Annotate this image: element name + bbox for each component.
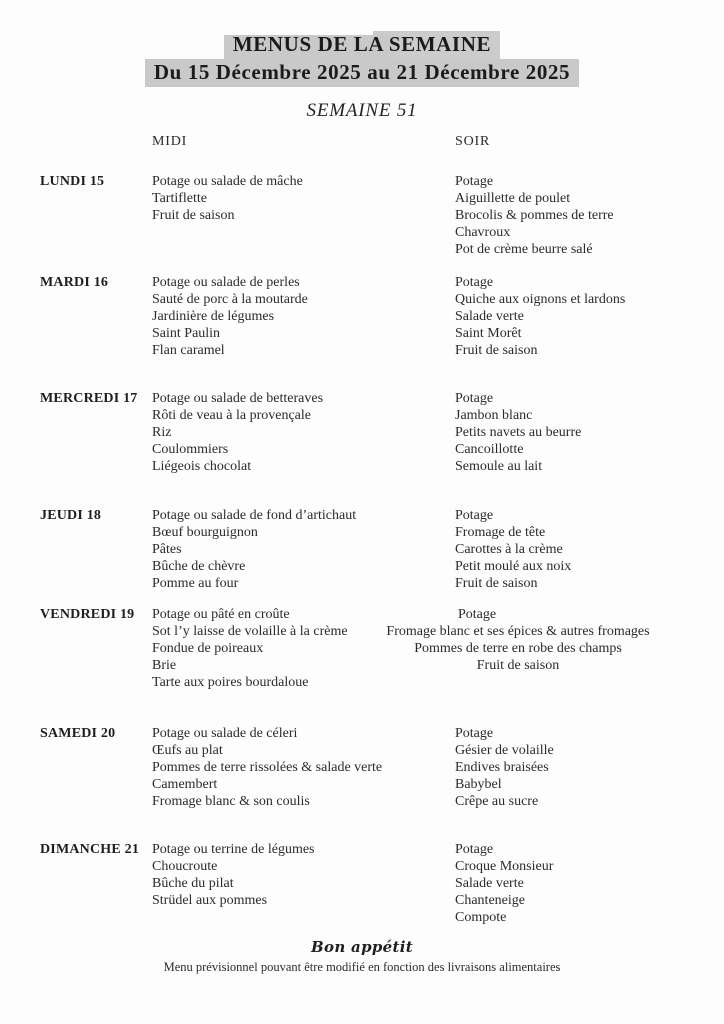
day-row-lundi — [0, 173, 724, 258]
menu-item: Riz — [152, 425, 172, 440]
menu-item: Chavroux — [455, 225, 511, 240]
title-block — [0, 0, 724, 87]
menu-item: Potage — [458, 607, 497, 622]
menu-item: Potage ou salade de fond d’artichaut — [152, 508, 357, 523]
menu-item: Pomme au four — [152, 576, 239, 591]
menu-item: Œufs au plat — [152, 743, 223, 758]
menu-item: Sauté de porc à la moutarde — [152, 292, 308, 307]
menu-item: Salade verte — [455, 309, 524, 324]
menu-item: Fruit de saison — [455, 576, 538, 591]
menu-item: Pommes de terre en robe des champs — [414, 641, 622, 656]
menu-item: Potage — [455, 508, 494, 523]
menu-item: Aiguillette de poulet — [455, 191, 571, 206]
soir-menu — [455, 274, 724, 359]
menu-item: Potage ou salade de betteraves — [152, 391, 324, 406]
date-range: Du 15 Décembre 2025 au 21 Décembre 2025 — [145, 59, 579, 87]
menu-item: Cancoillotte — [455, 442, 524, 457]
menu-item: Tartiflette — [152, 191, 207, 206]
menu-item: Pommes de terre rissolées & salade verte — [152, 760, 383, 775]
soir-menu — [455, 173, 724, 258]
menu-item: Potage ou salade de perles — [152, 275, 300, 290]
menu-item: Flan caramel — [152, 343, 225, 358]
menu-item: Potage — [455, 275, 494, 290]
menu-item: Potage — [455, 391, 494, 406]
menu-item: Fondue de poireaux — [152, 641, 264, 656]
menu-item: Jambon blanc — [455, 408, 533, 423]
day-row-jeudi — [0, 507, 724, 592]
document-title-line — [0, 31, 724, 59]
menu-item: Camembert — [152, 777, 218, 792]
midi-menu — [152, 274, 455, 359]
menu-item: Potage ou pâté en croûte — [152, 607, 290, 622]
menu-item: Petit moulé aux noix — [455, 559, 572, 574]
day-label: VENDREDI 19 — [40, 607, 135, 622]
menu-item: Compote — [455, 910, 507, 925]
column-header-midi: MIDI — [152, 134, 188, 149]
menu-item: Potage ou salade de céleri — [152, 726, 298, 741]
menu-item: Pâtes — [152, 542, 182, 557]
menu-item: Croque Monsieur — [455, 859, 554, 874]
menu-item: Brocolis & pommes de terre — [455, 208, 614, 223]
menu-item: Bûche du pilat — [152, 876, 234, 891]
menu-item: Bœuf bourguignon — [152, 525, 258, 540]
menu-item: Choucroute — [152, 859, 218, 874]
day-label: JEUDI 18 — [40, 508, 102, 523]
menu-item: Fromage blanc et ses épices & autres fromages — [386, 624, 650, 639]
date-range-line — [0, 59, 724, 87]
soir-menu — [455, 507, 724, 592]
menu-item: Jardinière de légumes — [152, 309, 275, 324]
day-label: MERCREDI 17 — [40, 391, 138, 406]
menu-item: Quiche aux oignons et lardons — [455, 292, 626, 307]
week-number: SEMAINE 51 — [306, 100, 418, 121]
menu-item: Fromage de tête — [455, 525, 546, 540]
soir-menu — [455, 841, 724, 926]
day-rows — [0, 173, 724, 926]
menu-item: Salade verte — [455, 876, 524, 891]
menu-item: Babybel — [455, 777, 502, 792]
menu-item: Chanteneige — [455, 893, 525, 908]
bon-appetit-greeting: Bon appétit — [311, 938, 413, 956]
midi-menu — [152, 725, 455, 810]
midi-menu — [152, 841, 455, 926]
day-row-mercredi — [0, 390, 724, 475]
midi-menu — [152, 173, 455, 258]
menu-item: Tarte aux poires bourdaloue — [152, 675, 309, 690]
menu-item: Fruit de saison — [455, 343, 538, 358]
menu-item: Sot l’y laisse de volaille à la crème — [152, 624, 348, 639]
menu-item: Saint Morêt — [455, 326, 522, 341]
column-header-row — [0, 134, 724, 149]
menu-item: Coulommiers — [152, 442, 229, 457]
day-row-vendredi — [0, 606, 724, 691]
menu-item: Brie — [152, 658, 177, 673]
menu-item: Gésier de volaille — [455, 743, 554, 758]
menu-item: Crêpe au sucre — [455, 794, 539, 809]
column-header-spacer — [40, 134, 152, 149]
day-row-mardi — [0, 274, 724, 359]
footer-note: Menu prévisionnel pouvant être modifié en fonction des livraisons alimentaires — [163, 960, 561, 974]
day-label: MARDI 16 — [40, 275, 109, 290]
soir-menu — [455, 390, 724, 475]
day-row-samedi — [0, 725, 724, 810]
soir-menu — [353, 606, 683, 691]
menu-item: Bûche de chèvre — [152, 559, 246, 574]
menu-item: Potage — [455, 842, 494, 857]
menu-item: Petits navets au beurre — [455, 425, 582, 440]
menu-item: Fromage blanc & son coulis — [152, 794, 310, 809]
menu-item: Carottes à la crème — [455, 542, 563, 557]
menu-item: Potage ou terrine de légumes — [152, 842, 315, 857]
menu-item: Potage ou salade de mâche — [152, 174, 303, 189]
menu-item: Semoule au lait — [455, 459, 543, 474]
menu-item: Potage — [455, 726, 494, 741]
menu-item: Fruit de saison — [152, 208, 235, 223]
document-title: MENUS DE LA SEMAINE — [224, 31, 500, 59]
menu-item: Saint Paulin — [152, 326, 221, 341]
menu-item: Potage — [455, 174, 494, 189]
day-label: DIMANCHE 21 — [40, 842, 140, 857]
midi-menu — [152, 507, 455, 592]
day-label: LUNDI 15 — [40, 174, 105, 189]
menu-item: Rôti de veau à la provençale — [152, 408, 311, 423]
midi-menu — [152, 390, 455, 475]
menu-item: Strüdel aux pommes — [152, 893, 268, 908]
soir-menu — [455, 725, 724, 810]
menu-item: Pot de crème beurre salé — [455, 242, 593, 257]
column-header-soir: SOIR — [455, 134, 491, 149]
menu-item: Fruit de saison — [476, 658, 560, 673]
menu-item: Endives braisées — [455, 760, 549, 775]
day-row-dimanche — [0, 841, 724, 926]
day-label: SAMEDI 20 — [40, 726, 116, 741]
menu-item: Liégeois chocolat — [152, 459, 252, 474]
